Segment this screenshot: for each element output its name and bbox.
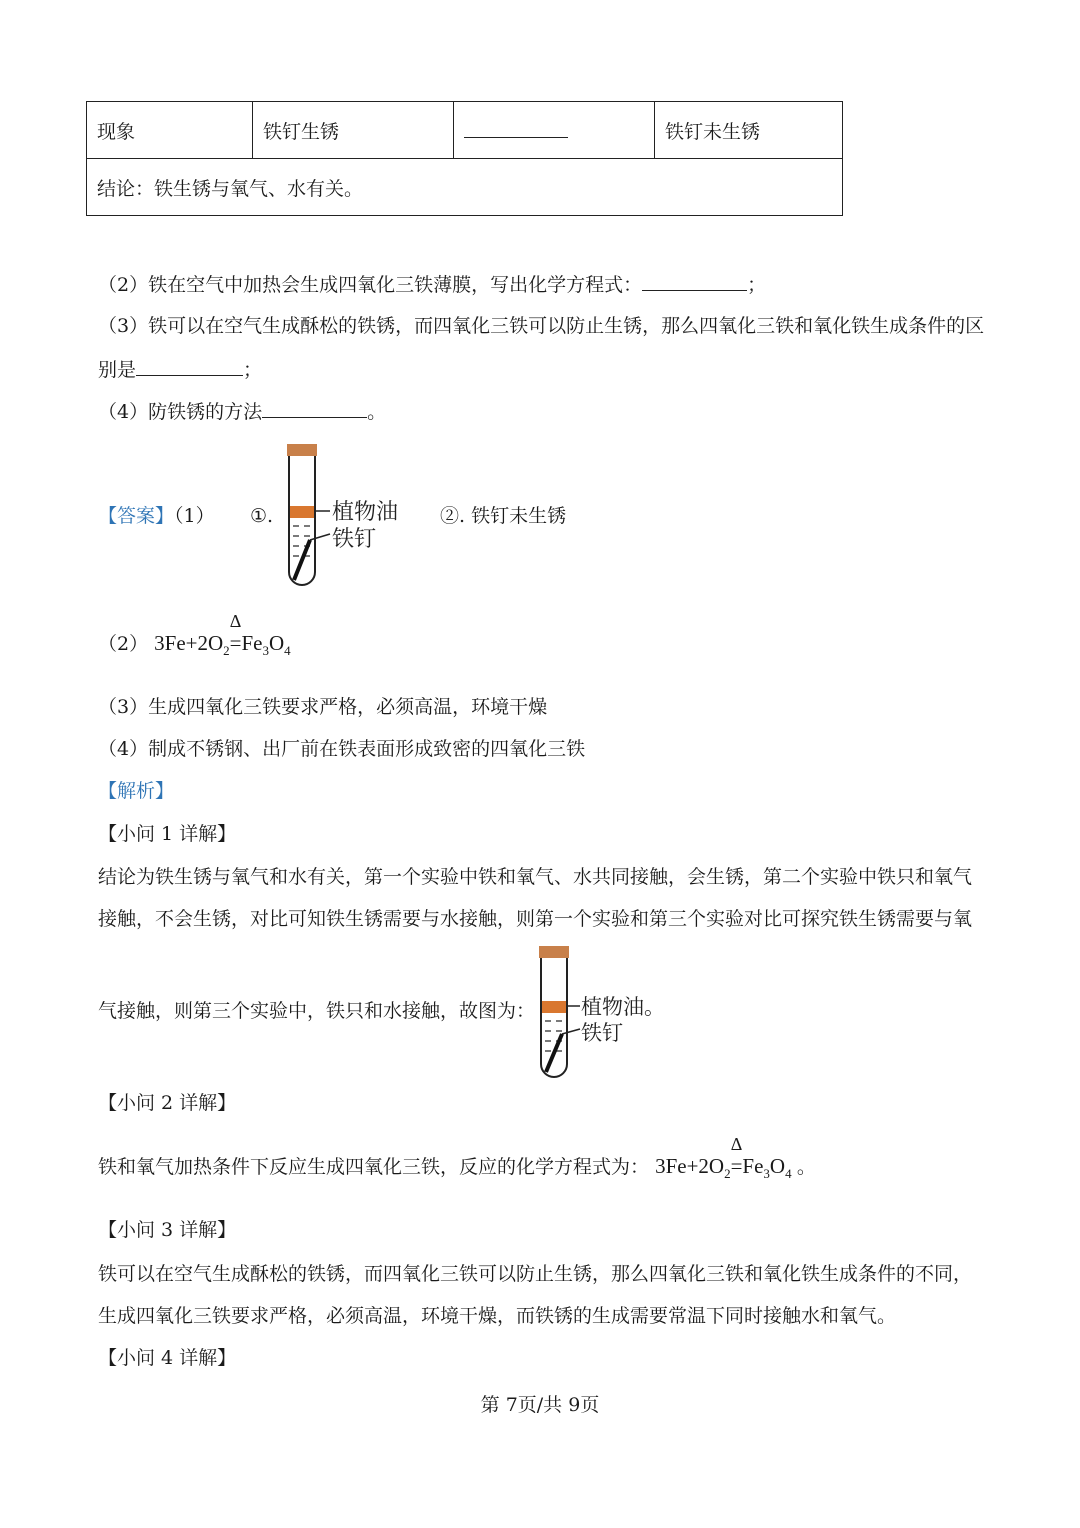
section-heading: 【小问 4 详解】 <box>98 1347 237 1369</box>
answer-1-line <box>98 503 215 529</box>
iron-nail <box>546 1034 562 1072</box>
question-3-text: 别是 <box>98 359 137 381</box>
chemical-equation: $3Fe+2O_2$ Δ $=Fe_3O_4$ <box>655 1134 792 1181</box>
chemical-equation: $3Fe+2O_2$ Δ $=Fe_3O_4$ <box>154 611 291 658</box>
tube-wall <box>541 958 567 1077</box>
answer-circle-1: ①. <box>250 505 274 527</box>
answer-blank <box>136 355 243 376</box>
oil-layer <box>542 1001 566 1013</box>
question-3-line2 <box>98 355 262 383</box>
heat-sign: Δ = <box>730 1134 743 1178</box>
label-oil: 植物油。 <box>581 995 665 1019</box>
question-2 <box>98 270 766 298</box>
cork <box>539 946 569 958</box>
paragraph-line: 铁和氧气加热条件下反应生成四氧化三铁，反应的化学方程式为： $3Fe+2O_2$ Δ $=Fe_3O_4$ 。 <box>98 1134 816 1181</box>
table-cell: 现象 <box>87 102 253 159</box>
answer-circle-2: ②. 铁钉未生锈 <box>440 505 567 527</box>
paragraph-line: 接触，不会生锈，对比可知铁生锈需要与水接触，则第一个实验和第三个实验对比可探究铁生锈需要与氧 <box>98 908 973 930</box>
punctuation: 。 <box>367 401 387 423</box>
cork <box>287 444 317 456</box>
paragraph-line: 生成四氧化三铁要求严格，必须高温，环境干燥，而铁锈的生成需要常温下同时接触水和氧气。 <box>98 1305 897 1327</box>
table-cell: 铁钉生锈 <box>253 102 454 159</box>
section-heading: 【小问 2 详解】 <box>98 1092 237 1114</box>
table-row <box>87 159 843 216</box>
leader-line <box>562 1029 580 1034</box>
question-4 <box>98 397 386 425</box>
heat-sign: Δ = <box>229 611 242 655</box>
analysis-tag: 【解析】 <box>98 780 175 802</box>
table-row <box>87 102 843 159</box>
answer-blank <box>464 117 568 138</box>
test-tube-diagram <box>280 442 410 590</box>
table-cell-conclusion: 结论：铁生锈与氧气、水有关。 <box>87 159 843 216</box>
punctuation: ； <box>747 274 767 296</box>
answer-4: （4）制成不锈钢、出厂前在铁表面形成致密的四氧化三铁 <box>98 738 586 760</box>
answer-blank <box>642 270 747 291</box>
oil-layer <box>290 506 314 518</box>
paragraph-line: 铁可以在空气生成酥松的铁锈，而四氧化三铁可以防止生锈，那么四氧化三铁和氧化铁生成条件的不同， <box>98 1263 973 1285</box>
punctuation: ； <box>243 359 263 381</box>
label-nail: 铁钉 <box>581 1021 623 1045</box>
observation-table <box>86 101 843 216</box>
table-cell: 铁钉未生锈 <box>655 102 843 159</box>
question-4-text: （4）防铁锈的方法 <box>98 401 263 423</box>
question-2-text: （2）铁在空气中加热会生成四氧化三铁薄膜，写出化学方程式： <box>98 274 643 296</box>
page-number: 第 7页/共 9页 <box>480 1394 600 1416</box>
answer-3: （3）生成四氧化三铁要求严格，必须高温，环境干燥 <box>98 696 548 718</box>
section-heading: 【小问 1 详解】 <box>98 823 237 845</box>
test-tube-diagram <box>532 944 672 1082</box>
answer-blank <box>262 397 367 418</box>
answer-prefix: （2） <box>98 633 149 655</box>
label-oil: 植物油 <box>332 500 399 525</box>
paragraph-line: 结论为铁生锈与氧气和水有关，第一个实验中铁和氧气、水共同接触，会生锈，第二个实验中铁只和氧气 <box>98 866 973 888</box>
question-3-line1: （3）铁可以在空气生成酥松的铁锈，而四氧化三铁可以防止生锈，那么四氧化三铁和氧化铁生成条件的区 <box>98 315 985 337</box>
answer-prefix: （1） <box>174 505 215 527</box>
tube-wall <box>289 456 315 585</box>
paragraph-line: 气接触，则第三个实验中，铁只和水接触，故图为： <box>98 1000 536 1022</box>
table-cell-blank <box>454 102 655 159</box>
answer-tag: 【答案】 <box>98 505 175 527</box>
answer-2-line <box>98 611 291 664</box>
label-nail: 铁钉 <box>332 527 377 552</box>
section-heading: 【小问 3 详解】 <box>98 1219 237 1241</box>
leader-line <box>310 534 330 540</box>
